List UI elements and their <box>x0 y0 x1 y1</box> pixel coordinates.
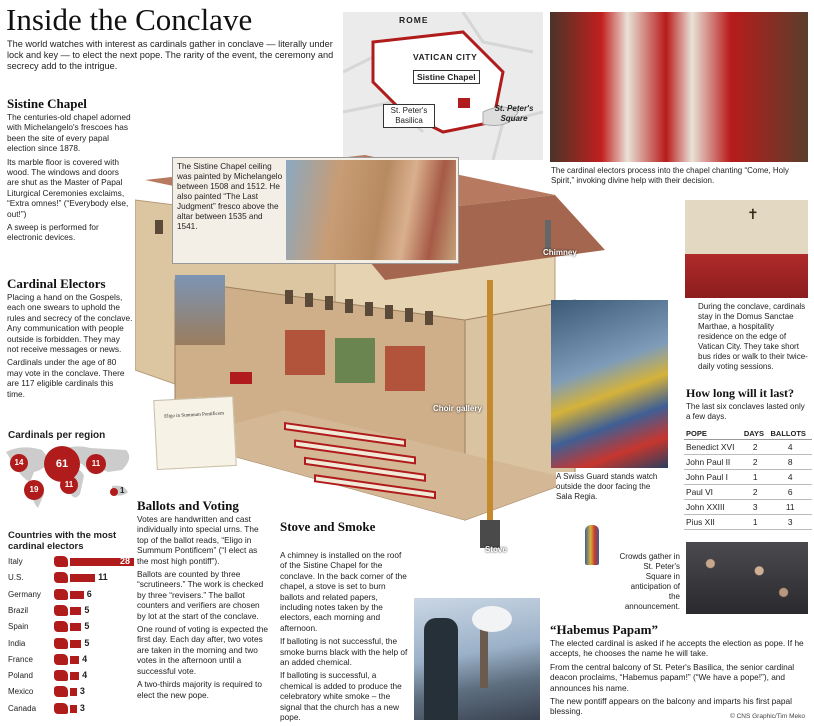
country-bar <box>70 672 79 680</box>
country-value: 5 <box>84 637 90 648</box>
region-title: Cardinals per region <box>8 430 106 441</box>
table-row: Benedict XVI 2 4 <box>684 440 812 455</box>
country-bar-row <box>8 703 138 715</box>
table-row: Paul VI 2 6 <box>684 485 812 500</box>
country-bar-row <box>8 654 138 666</box>
country-label: Spain <box>8 622 29 632</box>
chimney-label: Chimney <box>543 248 577 257</box>
country-bar <box>70 705 77 713</box>
country-shape-icon <box>54 605 68 616</box>
country-label: Mexico <box>8 687 34 697</box>
country-bar <box>70 574 95 582</box>
region-bubble-asia: 11 <box>86 454 106 474</box>
region-bubble-oceania: 1 <box>120 486 125 495</box>
electors-heading: Cardinal Electors <box>7 276 106 291</box>
room-caption: During the conclave, cardinals stay in the Domus Sanctae Marthae, a hospitality residence on the edge of Vatican City. They take short bus rides or walk to their twice-daily voting sessions. <box>698 302 808 371</box>
region-bubble-europe: 61 <box>44 446 80 482</box>
region-bubble-north-america: 14 <box>10 454 28 472</box>
altar <box>230 372 252 384</box>
country-value: 4 <box>82 670 88 681</box>
residence-room-photo <box>685 200 808 298</box>
country-shape-icon <box>54 621 68 632</box>
crowd-caption: Crowds gather in St. Peter's Square in anticipation of the announcement. <box>619 552 680 611</box>
col-ballots: BALLOTS <box>768 428 812 440</box>
cardinals-caption: The cardinal electors process into the chapel chanting “Come, Holy Spirit,” invoking divine help with their decision. <box>551 166 789 185</box>
country-value: 5 <box>84 621 90 632</box>
smoke-chimney-photo <box>414 598 540 720</box>
electors-text: Placing a hand on the Gospels, each one swears to uphold the rules and secrecy of the conclave. Any communication with people outside is forbidden. They may not receive messages or news. Cardinals under the age of 80 may vote in the conclave. There are 117 eligible cardinals this time. <box>7 292 133 399</box>
howlong-title: How long will it last? <box>686 386 795 400</box>
swiss-guard-photo <box>551 300 668 468</box>
country-label: Canada <box>8 703 37 713</box>
credit: © CNS Graphic/Tim Meko <box>730 713 805 720</box>
country-bar-row <box>8 605 138 617</box>
table-row: John Paul I 1 4 <box>684 470 812 485</box>
country-value: 4 <box>82 653 88 664</box>
last-judgment-fresco <box>175 275 225 345</box>
table-row: John XXIII 3 11 <box>684 500 812 515</box>
creation-of-adam-image <box>286 160 456 260</box>
country-shape-icon <box>54 638 68 649</box>
country-bar-row <box>8 572 138 584</box>
country-shape-icon <box>54 686 68 697</box>
table-row: Pius XII 1 3 <box>684 515 812 530</box>
country-shape-icon <box>54 556 68 567</box>
country-shape-icon <box>54 703 68 714</box>
white-smoke <box>472 606 512 632</box>
choir-gallery-label: Choir gallery <box>433 404 482 413</box>
country-bar-row <box>8 686 138 698</box>
region-bubble-africa: 11 <box>60 476 78 494</box>
country-bar-row <box>8 556 138 568</box>
map-square-label: St. Peter's Square <box>494 104 534 123</box>
country-value: 3 <box>79 686 85 697</box>
country-bar-row <box>8 621 138 633</box>
swiss-guard-figure <box>585 525 599 565</box>
conclave-table <box>684 428 812 530</box>
country-shape-icon <box>54 670 68 681</box>
country-label: France <box>8 654 33 664</box>
region-bubble-latin-america: 19 <box>24 480 44 500</box>
habemus-text: The elected cardinal is asked if he accepts the election as pope. If he accepts, he chooses the name he will take. From the central balcony of St. Peter's Basilica, the senior cardinal deacon proclaims, “Habemus papam!” (“We have a pope!”), and announces his name. The new pontiff appears on the balcony and imparts his first papal blessing. <box>550 638 804 717</box>
country-bar-row <box>8 589 138 601</box>
country-bar <box>70 623 81 631</box>
chimney-pipe <box>480 628 488 688</box>
country-label: U.S. <box>8 573 24 583</box>
guard-caption: A Swiss Guard stands watch outside the door facing the Sala Regia. <box>556 472 668 502</box>
cardinals-photo <box>550 12 808 162</box>
ceiling-caption: The Sistine Chapel ceiling was painted by Michelangelo between 1508 and 1512. He also painted “The Last Judgment” fresco above the altar between 1535 and 1541. <box>177 162 283 231</box>
sistine-text: The centuries-old chapel adorned with Michelangelo's frescoes has been the site of every papal election since 1878. Its marble floor is covered with wood. The windows and doors are shut as the Master of Papal Liturgical Ceremonies exclaims, “Extra omnes!” (“Everybody else, out!”) A sweep is performed for electronic devices. <box>7 112 131 243</box>
ballot-card: Eligo in Summum Pontificem <box>153 396 237 470</box>
howlong-sub: The last six conclaves lasted only a few days. <box>686 402 805 421</box>
country-bar-row <box>8 670 138 682</box>
sistine-heading: Sistine Chapel <box>7 96 87 111</box>
country-label: Italy <box>8 557 23 566</box>
statue-silhouette <box>424 618 458 720</box>
countries-title: Countries with the most cardinal electors <box>8 530 117 552</box>
country-shape-icon <box>54 589 68 600</box>
country-shape-icon <box>54 572 68 583</box>
country-label: Germany <box>8 589 41 599</box>
country-shape-icon <box>54 654 68 665</box>
col-pope: POPE <box>684 428 742 440</box>
country-bar <box>70 607 81 615</box>
intro-text: The world watches with interest as cardinals gather in conclave — literally under lock and key — to elect the next pope. The rarity of the event, the ceremony and secrecy add to the intrigue. <box>7 39 334 71</box>
crowd-photo <box>686 542 808 614</box>
country-value: 11 <box>98 572 108 583</box>
map-chapel-label: Sistine Chapel <box>413 70 480 84</box>
ballots-text: Votes are handwritten and cast individually into special urns. The top of the ballot reads, “Eligo in Summum Pontificem” (“I elect as the most high pontiff”). Ballots are counted by three “scrutineers.” The work is checked by three “revisers.” The ballot counters and verifiers are chosen by lot at the start of the conclave. One round of voting is expected the first day. Each day after, two votes are taken in the morning and two votes in the afternoon until a successful vote. A two-thirds majority is required to elect the new pope. <box>137 514 268 700</box>
vatican-map <box>343 12 543 160</box>
country-bar-row <box>8 638 138 650</box>
map-basilica-label: St. Peter's Basilica <box>383 104 435 128</box>
habemus-heading: “Habemus Papam” <box>550 622 658 637</box>
stove-label: Stove <box>485 545 507 554</box>
map-vatican-label: VATICAN CITY <box>413 52 478 62</box>
stove-heading: Stove and Smoke <box>280 519 376 534</box>
map-rome-label: ROME <box>399 15 429 25</box>
country-value: 28 <box>120 556 131 566</box>
col-days: DAYS <box>742 428 769 440</box>
country-bar <box>70 591 84 599</box>
country-value: 3 <box>79 702 85 713</box>
ceiling-inset <box>172 157 459 264</box>
country-label: Brazil <box>8 605 29 615</box>
country-bar-chart <box>8 556 138 721</box>
country-value: 5 <box>84 604 90 615</box>
crucifix-icon: ✝ <box>747 206 759 222</box>
stove-text: A chimney is installed on the roof of the Sistine Chapel for the conclave. In the back corner of the chapel, a stove is set to burn ballots and related papers, including notes taken by the electors, each morning and afternoon. If balloting is not successful, the smoke burns black with the help of an added chemical. If balloting is successful, a chemical is added to produce the celebratory white smoke – the signal that the church has a new pope. <box>280 550 408 723</box>
region-bubble-oceania-dot <box>110 488 118 496</box>
country-label: Poland <box>8 671 33 681</box>
country-bar <box>70 688 77 696</box>
page-title: Inside the Conclave <box>6 2 253 37</box>
ballots-heading: Ballots and Voting <box>137 498 239 513</box>
country-bar <box>70 656 79 664</box>
country-value: 6 <box>86 588 92 599</box>
world-map <box>4 442 136 510</box>
country-label: India <box>8 638 26 648</box>
table-row: John Paul II 2 8 <box>684 455 812 470</box>
country-bar <box>70 640 81 648</box>
